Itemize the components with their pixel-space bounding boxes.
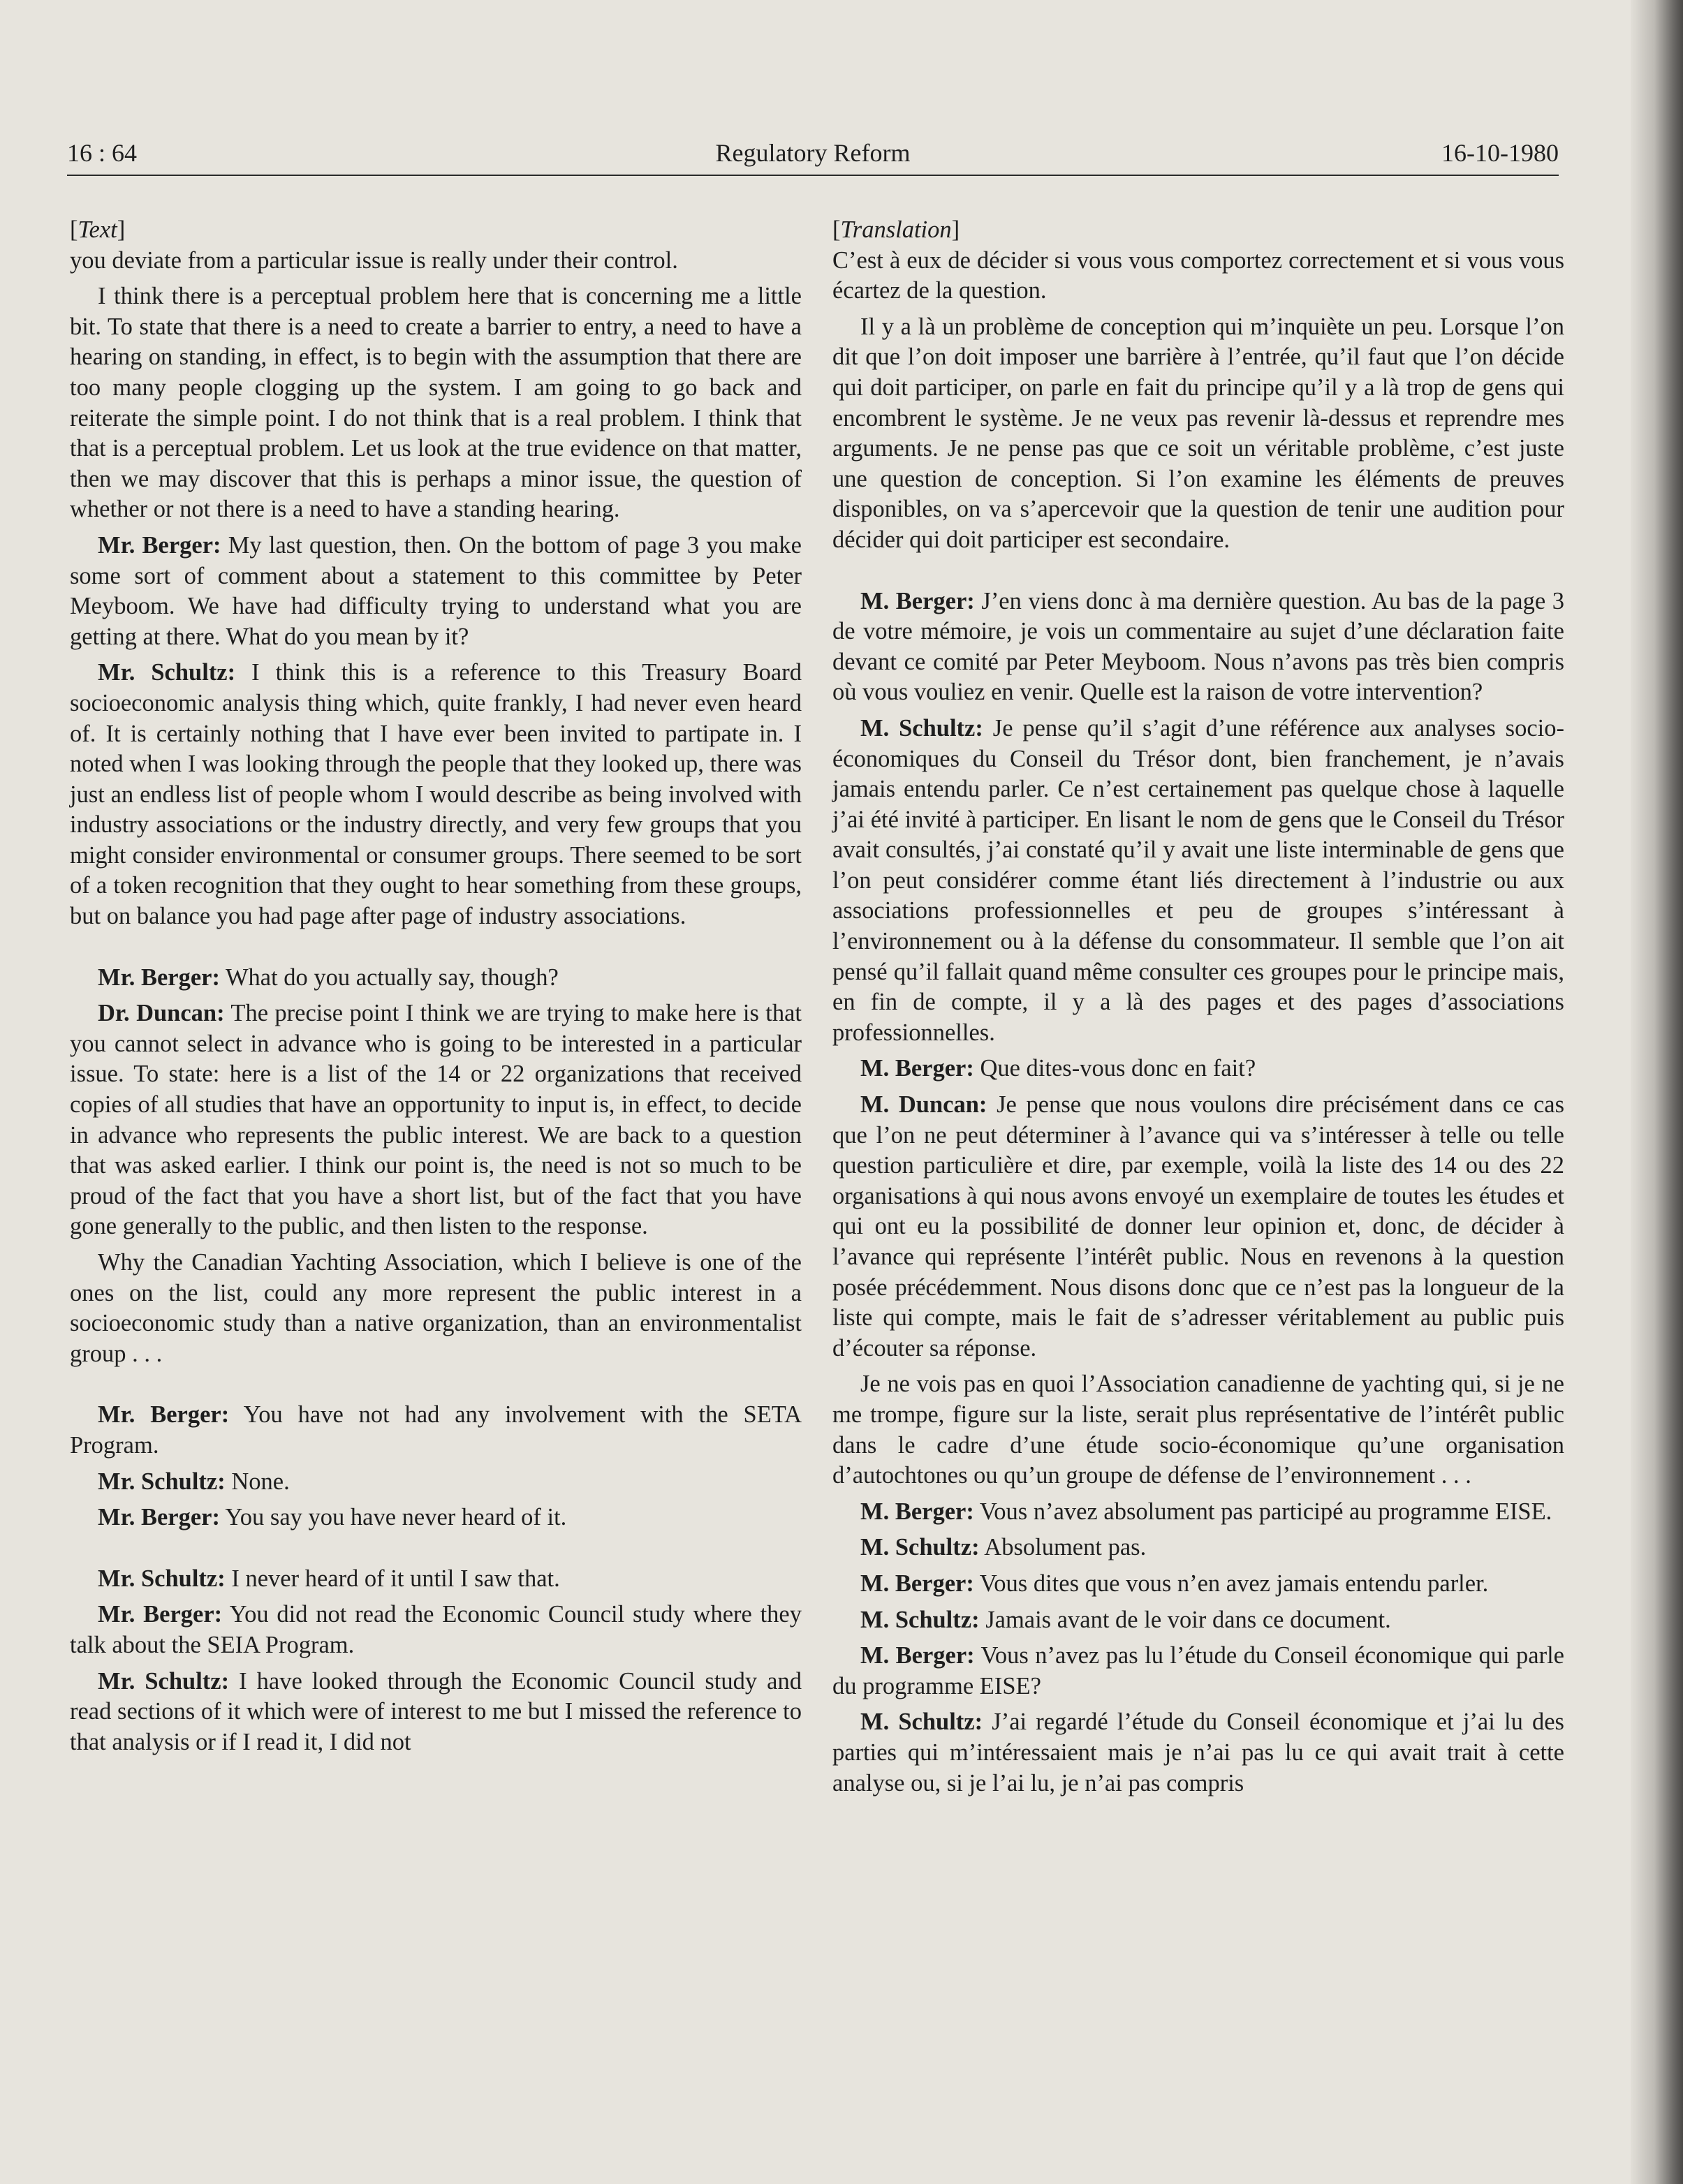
speech-entry — [70, 658, 802, 931]
speech-entry — [70, 531, 802, 652]
speech-entry — [832, 1533, 1564, 1563]
speech-text: Vous n’avez absolument pas participé au programme EISE. — [973, 1498, 1552, 1525]
speech-entry — [70, 1600, 802, 1660]
speech-text: J’ai regardé l’étude du Conseil économique et j’ai lu des parties qui m’intéressaient mais je n’ai pas lu ce qui avait trait à cette analyse ou, si je l’ai lu, je n’ai pas compris — [832, 1709, 1564, 1796]
speech-text: Jamais avant de le voir dans ce document. — [979, 1606, 1391, 1633]
running-header — [67, 138, 1559, 175]
speech-entry — [832, 1605, 1564, 1636]
section-tag: [Text] — [70, 216, 126, 243]
speaker: M. Schultz: — [860, 1534, 980, 1561]
column-english — [70, 215, 802, 1757]
speech-text: Je pense qu’il s’agit d’une référence aux analyses socio-économiques du Conseil du Trésor dont, bien franchement, je n’avais jamais entendu parler. Ce n’est certainement pas quelque chose à laquelle j’ai été invité à participer. En lisant le nom de gens que le Conseil du Trésor avait consultés, j’ai constaté qu’il y avait une liste interminable de gens que l’on peut considérer comme étant liés directement à l’industrie ou aux associations professionnelles et peu de groupes s’intéressant à l’environnement ou à la défense du consommateur. Il semble que l’on ait pensé qu’il fallait quand même consulter ces groupes pour le principe mais, en fin de compte, il y a là des pages et des pages d’associations professionnelles. — [832, 714, 1564, 1046]
speaker: Mr. Schultz: — [98, 1468, 226, 1495]
section-tag: [Translation] — [832, 216, 960, 243]
speaker: M. Schultz: — [860, 1709, 983, 1736]
paragraph: C’est à eux de décider si vous vous comportez correctement et si vous vous écartez de la question. — [832, 246, 1564, 304]
section-tag-label: Translation — [840, 216, 952, 243]
page-date: 16-10-1980 — [1441, 139, 1559, 167]
paragraph: I think there is a perceptual problem here that is concerning me a little bit. To state that there is a need to create a barrier to entry, a need to have a hearing on standing, in effect, is to begin with the assumption that there are too many people clogging up the system. I am going to go back and reiterate the simple point. I do not think that is a real problem. I think that that is a perceptual problem. Let us look at the true evidence on that matter, then we may discover that this is perhaps a minor issue, the question of whether or not there is a need to have a standing hearing. — [70, 283, 802, 523]
paragraph: Je ne vois pas en quoi l’Association canadienne de yachting qui, si je ne me trompe, figure sur la liste, serait plus représentative de l’intérêt public dans le cadre d’une étude socio-économique qu’une organisation d’autochtones ou qu’un groupe de défense de l’environnement . . . — [832, 1371, 1564, 1489]
speech-text: Vous n’avez pas lu l’étude du Conseil économique qui parle du programme EISE? — [832, 1642, 1564, 1699]
speech-text: What do you actually say, though? — [219, 964, 559, 991]
binding-shadow — [1631, 0, 1683, 2184]
speech-entry — [70, 1400, 802, 1461]
speaker: M. Berger: — [860, 1055, 974, 1082]
speech-text: J’en viens donc à ma dernière question. Au bas de la page 3 de votre mémoire, je vois un commentaire au sujet d’une déclaration faite devant ce comité par Peter Meyboom. Nous n’avons pas très bien compris où vous vouliez en venir. Quelle est la raison de votre intervention? — [832, 587, 1564, 706]
speaker: Mr. Berger: — [98, 1504, 220, 1531]
speech-text: The precise point I think we are trying to make here is that you cannot select in advance who is going to be interested in a particular issue. To state: here is a list of the 14 or 22 organizations that received copies of all studies that have an opportunity to input is, in effect, to decide in advance who represents the public interest. We are back to a question that was asked earlier. I think our point is, the need is not so much to be proud of the fact that you have a short list, but of the fact that you have gone generally to the public, and then listen to the response. — [70, 1000, 802, 1240]
speech-text: None. — [225, 1468, 290, 1495]
speech-entry — [832, 1054, 1564, 1084]
speaker: Mr. Berger: — [98, 1401, 230, 1429]
speaker: M. Schultz: — [860, 1606, 980, 1633]
speech-entry — [70, 998, 802, 1242]
speech-text: I have looked through the Economic Council study and read sections of it which were of interest to me but I missed the reference to that analysis or if I read it, I did not — [70, 1667, 802, 1755]
speech-entry — [832, 714, 1564, 1049]
speech-text: I never heard of it until I saw that. — [225, 1565, 560, 1592]
speech-text: Je pense que nous voulons dire précisément dans ce cas que l’on ne peut déterminer à l’avance qui va s’intéresser à telle ou telle question particulière et dire, par exemple, voilà la liste des 14 ou des 22 organisations à qui nous avons envoyé un exemplaire de toutes les études et qui ont eu la possibilité de donner leur opinion et, donc, de décider à l’avance qui représente l’intérêt public. Nous en revenons à la question posée précédemment. Nous disons donc que ce n’est pas la longueur de la liste qui compte, mais le fait de s’adresser véritablement au public puis d’écouter sa réponse. — [832, 1091, 1565, 1362]
speech-entry — [832, 1569, 1564, 1600]
speech-entry — [70, 963, 802, 994]
speaker: Mr. Schultz: — [98, 659, 236, 686]
speech-entry — [832, 1090, 1564, 1364]
speaker: M. Duncan: — [860, 1091, 987, 1119]
page-title: Regulatory Reform — [715, 139, 911, 167]
speech-text: Que dites-vous donc en fait? — [973, 1055, 1256, 1082]
speaker: Mr. Berger: — [98, 531, 221, 559]
speech-text: You say you have never heard of it. — [219, 1504, 567, 1531]
speaker: M. Berger: — [860, 1642, 975, 1669]
speech-entry — [70, 1667, 802, 1758]
speech-text: Absolument pas. — [979, 1534, 1147, 1561]
speech-text: My last question, then. On the bottom of page 3 you make some sort of comment about a statement to this committee by Peter Meyboom. We have had difficulty trying to understand what you are getting at there. What do you mean by it? — [70, 531, 802, 650]
speaker: M. Berger: — [860, 587, 975, 614]
speaker: M. Berger: — [860, 1570, 974, 1597]
header-rule — [67, 175, 1559, 176]
speech-text: You have not had any involvement with the SETA Program. — [70, 1401, 802, 1459]
speech-entry — [70, 1467, 802, 1498]
speech-entry — [70, 1503, 802, 1533]
speech-text: Vous dites que vous n’en avez jamais entendu parler. — [973, 1570, 1489, 1597]
speaker: Mr. Schultz: — [98, 1565, 226, 1592]
speaker: Dr. Duncan: — [98, 1000, 225, 1027]
speech-text: You did not read the Economic Council study where they talk about the SEIA Program. — [70, 1601, 802, 1658]
paragraph: Il y a là un problème de conception qui m’inquiète un peu. Lorsque l’on dit que l’on doit imposer une barrière à l’entrée, qu’il faut que l’on décide qui doit participer, on parle en fait du principe qu’il y a là trop de gens qui encombrent le système. Je ne veux pas revenir là-dessus et reprendre mes arguments. Je ne pense pas que ce soit un véritable problème, c’est juste une question de conception. Si l’on examine les éléments de preuves disponibles, on va s’apercevoir que la question de tenir une audition pour décider qui doit participer est secondaire. — [832, 313, 1564, 553]
speaker: Mr. Schultz: — [98, 1667, 230, 1695]
speech-text: I think this is a reference to this Treasury Board socioeconomic analysis thing which, quite frankly, I had never even heard of. It is certainly nothing that I have ever been invited to partipate in. I noted when I was looking through the people that they looked up, there was just an endless list of people whom I would describe as being involved with industry associations or the industry directly, and very few groups that you might consider environmental or consumer groups. There seemed to be sort of a token recognition that they ought to hear something from these groups, but on balance you had page after page of industry associations. — [70, 659, 802, 930]
column-french — [832, 215, 1564, 1799]
paragraph: you deviate from a particular issue is really under their control. — [70, 246, 678, 274]
page-number: 16 : 64 — [67, 139, 138, 167]
speech-entry — [832, 1707, 1564, 1799]
speaker: M. Berger: — [860, 1498, 974, 1525]
speaker: M. Schultz: — [860, 714, 983, 741]
speech-entry — [70, 1564, 802, 1595]
section-tag-label: Text — [78, 216, 117, 243]
speaker: Mr. Berger: — [98, 1601, 223, 1628]
speech-entry — [832, 1641, 1564, 1702]
speaker: Mr. Berger: — [98, 964, 220, 991]
paragraph: Why the Canadian Yachting Association, which I believe is one of the ones on the list, could any more represent the public interest in a socioeconomic study than a native organization, than an environmentalist group . . . — [70, 1249, 802, 1367]
speech-entry — [832, 1497, 1564, 1528]
speech-entry — [832, 586, 1564, 708]
